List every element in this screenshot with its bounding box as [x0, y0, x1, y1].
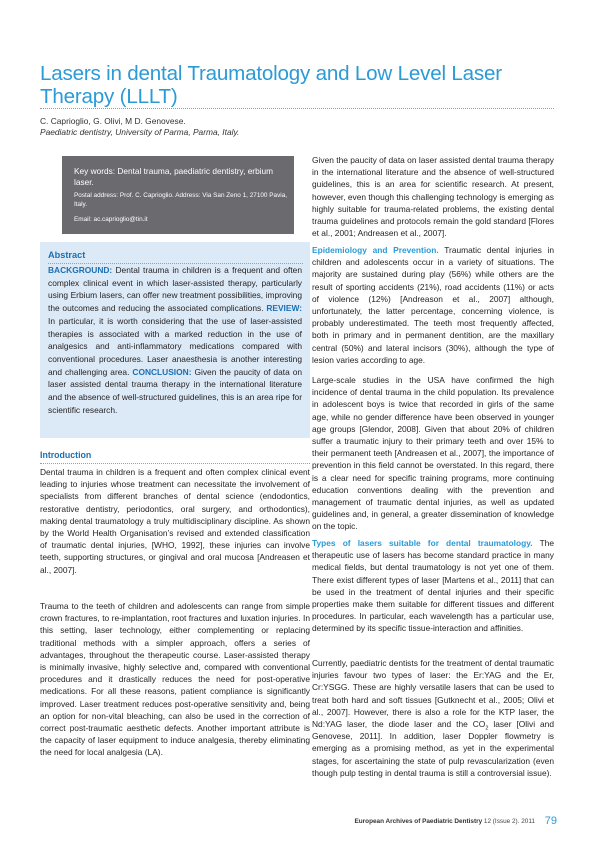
co2-subscript: 2: [485, 725, 489, 732]
right-paragraph-3: Large-scale studies in the USA have confirmed the high incidence of dental trauma in the child population. Its prevalence in adolescent boys is twice that recorded in girls of the same age, while no gender difference have been observed in younger age groups [Glendor, 2008]. Given that about 20% of children suffer a traumatic injury to their primary teeth and over 15% to their permanent teeth [Andreasen et al., 2007], the importance of prevention in this field cannot be overstated. In this regard, there is a clear need for specific training programs, more continuing education conventions dealing with the prevention and management of traumatic dental injuries, as well as updated guidelines and, in general, a greater dissemination of knowledge on the topic.: [312, 375, 554, 532]
journal-name: European Archives of Paediatric Dentistry: [354, 818, 483, 825]
page-footer: [355, 815, 557, 827]
keywords: Key words: Dental trauma, paediatric dentistry, erbium laser.: [74, 166, 274, 187]
epidemiology-paragraph: [312, 244, 554, 366]
abstract-heading: Abstract: [48, 250, 86, 260]
right-paragraph-1: Given the paucity of data on laser assisted dental trauma therapy in the international literature and the absence of well-structured guidelines, this is an area for scientific research. At present, however, even though this challenging technology is emerging as highly suitable for trauma-related problems, the existing dental trauma guidelines and protocols remain the gold standard [Flores et al., 2001; Andreasen et al., 2007].: [312, 155, 554, 239]
introduction-divider: [40, 463, 310, 464]
email-address: Email: ac.caprioglio@tin.it: [74, 216, 148, 223]
page-number: 79: [544, 815, 557, 827]
title-divider: [40, 108, 554, 109]
introduction-heading: Introduction: [40, 450, 92, 460]
epidemiology-heading: Epidemiology and Prevention.: [312, 245, 439, 255]
abstract-text: [48, 264, 302, 416]
laser-types-paragraph: [312, 537, 554, 635]
paragraph-5-text-a: Currently, paediatric dentists for the treatment of dental traumatic injuries favour two types of laser: the Er:YAG and the Er, Cr:YSGG. These are highly versatile lasers that can be used to treat both hard and soft tissues [Gutknecht et al., 2005; Olivi et al., 2007]. However, there is also a role for the KTP laser, the Nd:YAG laser, the diode laser and the CO: [312, 658, 554, 730]
affiliation: Paediatric dentistry, University of Parma, Parma, Italy.: [40, 127, 240, 137]
introduction-paragraph-1: Dental trauma in children is a frequent and often complex clinical event leading to injuries whose treatment can necessitate the involvement of specialists from different branches of dental science (endodontics, restorative dentistry, periodontics, oral surgery, and orthodontics), making dental traumatology a truly multidisciplinary discipline. As shown by the World Health Organisation’s revised and extended classification of traumatic dental injuries, [WHO, 1992], these injuries can involve teeth, supporting structures, or gingival and oral mucosa [Andreasen et al., 2007].: [40, 467, 310, 575]
keywords-box: [62, 156, 294, 234]
conclusion-text: Given the paucity of data on laser assisted dental trauma therapy in the international literature and the absence of well-structured guidelines, this is an area ripe for scientific research.: [48, 366, 303, 415]
conclusion-label: CONCLUSION:: [132, 366, 192, 377]
laser-types-heading: Types of lasers suitable for dental traumatology.: [312, 538, 533, 548]
background-text: Dental trauma in children is a frequent and often complex clinical event in which laser-assisted therapy, particularly using Erbium lasers, can offer new treatment possibilities, improving the outcomes and reducing the associated complications.: [48, 265, 302, 314]
epidemiology-text: Traumatic dental injuries in children and adolescents occur in a variety of situations. The majority are sustained during play (56%) while others are the result of sporting accidents (21%), road accidents (11%) or acts of violence (12%) [Andreason et al., 2007] although, unfortunately, the latter percentage, concerning violence, is probably underestimated. The teeth most frequently affected, both in primary and in permanent dentition, are the maxillary central (50%) and lateral incisors (30%), although the type of lesion varies according to age.: [312, 245, 554, 365]
postal-address: Postal address: Prof. C. Caprioglio. Address: Via San Zeno 1, 27100 Pavia, Italy.: [74, 192, 288, 208]
abstract-box: [40, 242, 310, 438]
review-label: REVIEW:: [266, 303, 303, 314]
background-label: BACKGROUND:: [48, 265, 113, 275]
right-paragraph-5: [312, 657, 554, 779]
journal-volume: 12 (Issue 2). 2011: [483, 818, 535, 825]
paragraph-5-text-b: laser [Olivi and Genovese, 2011]. In addition, laser Doppler flowmetry is emerging as a promising method, as yet in the experimental stages, for ascertaining the state of pulp revascularization (even though pulp testing in dental trauma is still a controversial issue).: [312, 719, 554, 778]
article-title: Lasers in dental Traumatology and Low Level Laser Therapy (LLLT): [40, 62, 502, 108]
authors: C. Caprioglio, G. Olivi, M D. Genovese.: [40, 116, 186, 126]
review-text: In particular, it is worth considering that the use of laser-assisted therapies is associated with a marked reduction in the use of analgesics and anti-inflammatory medications compared with conventional procedures. Laser anaesthesia is another interesting and challenging area.: [48, 315, 302, 377]
introduction-paragraph-2: Trauma to the teeth of children and adolescents can range from simple crown fractures, to re-implantation, root fractures and luxation injuries. In this setting, laser technology, either complementing or replacing traditional methods with a simpler approach, offers a series of advantages, throughout the therapeutic course. Laser-assisted therapy is minimally invasive, highly selective and, compared with conventional procedures and it drastically reduces the need for post-operative medications. For all these reasons, patient compliance is significantly improved. Laser treatment reduces post-operative sensitivity and, being an option for non-vital bleaching, can also be used in the correction of correct post-traumatic aesthetic defects. Another important attribute is the capacity of laser equipment to induce analgesia, thereby eliminating the need for local analgesia (LA).: [40, 601, 310, 758]
laser-types-text: The therapeutic use of lasers has become standard practice in many medical fields, but dental traumatology is not yet one of them. There exist different types of laser [Martens et al., 2011] that can be used in the treatment of dental injuries and their specific properties make them suitable for different tissues and different procedures. In particular, each wavelength has a particular use, determined by its specific tissue-interaction and affinities.: [312, 538, 554, 634]
